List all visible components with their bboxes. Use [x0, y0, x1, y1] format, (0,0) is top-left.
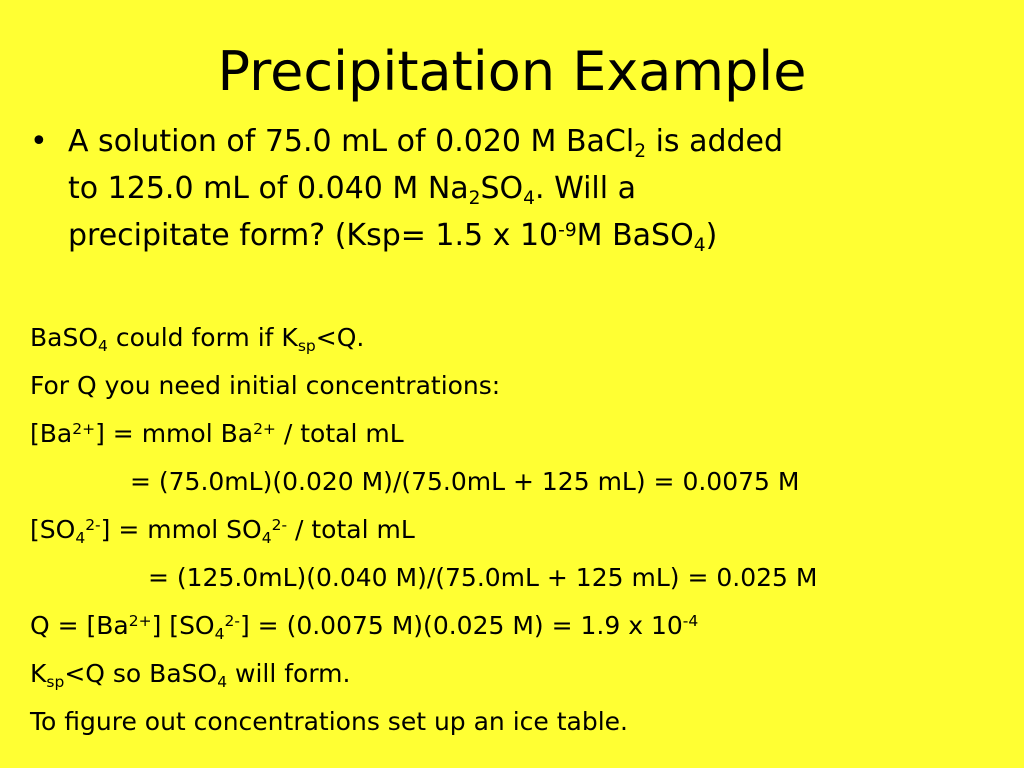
- body-line-7: $Q = [Ba^{2+}] [SO_4^{2-}] = (0.0075$ M)(0.025 M) = 1.9 x $10^{-4}$: [30, 611, 699, 643]
- slide-title: Precipitation Example: [217, 40, 807, 103]
- body-line-3: $[Ba^{2+}]$ = mmol $Ba^{2+}$ / total mL: [30, 419, 404, 448]
- solution-text: [30, 314, 1010, 746]
- body-line-9: To figure out concentrations set up an ice table.: [30, 707, 628, 736]
- bullet-line-2: to 125.0 mL of 0.040 M $Na_2SO_4$. Will a: [68, 171, 637, 209]
- body-line-5: $[SO_4^{2-}]$ = mmol $SO_4^{2-}$ / total mL: [30, 515, 415, 547]
- body-line-1: BaSO$_4$ could form if $K_{sp}<Q$.: [30, 323, 365, 355]
- bullet-point: [30, 118, 990, 259]
- body-line-2: For Q you need initial concentrations:: [30, 371, 501, 400]
- bullet-line-3: precipitate form? (Ksp= 1.5 x $10^{-9}M$ BaSO$_4$): [68, 218, 718, 256]
- body-line-4: = (75.0mL)(0.020 M)/(75.0mL + 125 mL) = 0.0075 M: [130, 467, 800, 496]
- bullet-text: [68, 118, 990, 259]
- body-line-6: = (125.0mL)(0.040 M)/(75.0mL + 125 mL) = 0.025 M: [148, 563, 818, 592]
- bullet-line-1: A solution of 75.0 mL of 0.020 M BaCl$_2$ is added: [68, 124, 784, 162]
- bullet-icon: •: [30, 124, 48, 159]
- body-line-8: $K_{sp}<Q$ so BaSO$_4$ will form.: [30, 659, 351, 691]
